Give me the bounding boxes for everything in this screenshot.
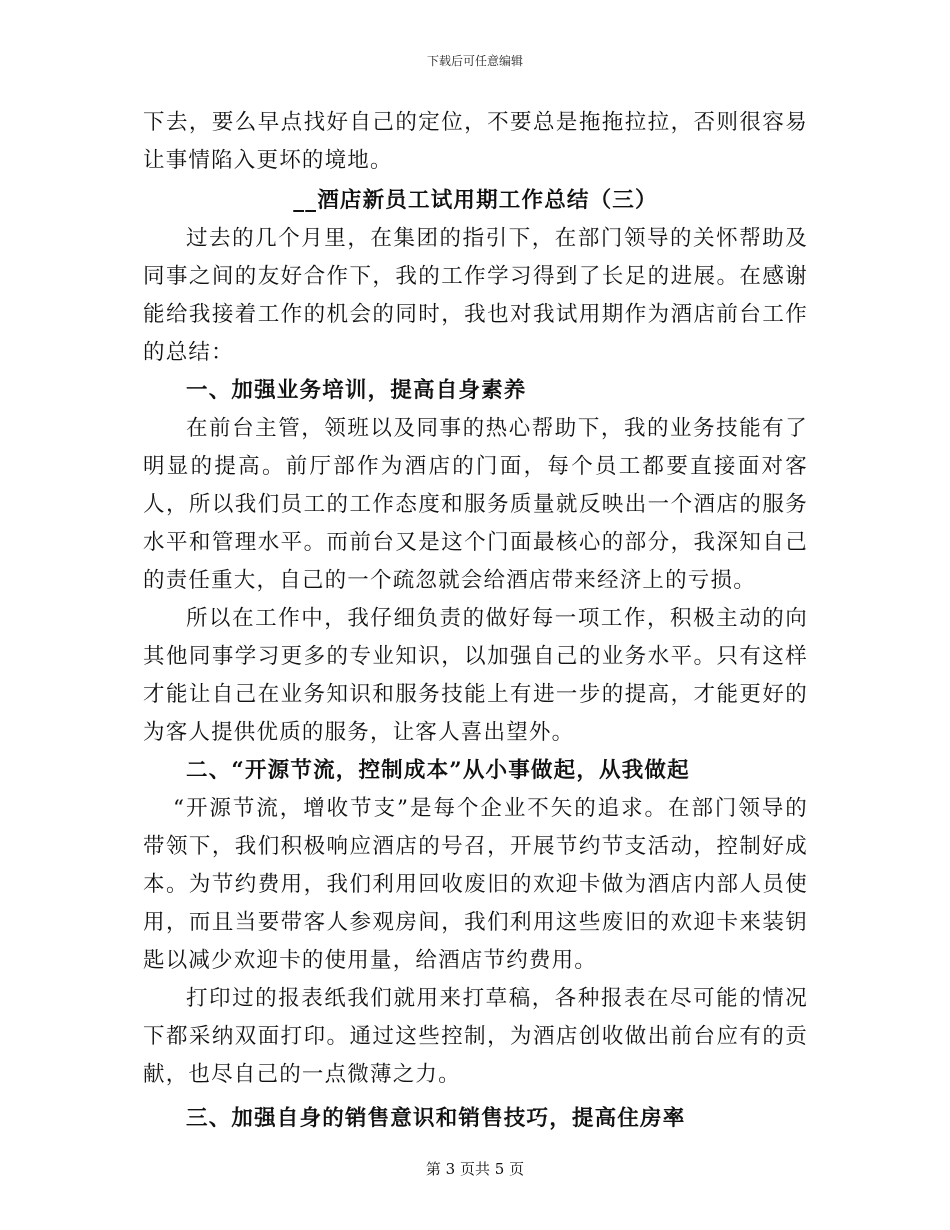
section-1-paragraph-1: 在前台主管，领班以及同事的热心帮助下，我的业务技能有了明显的提高。前厅部作为酒店的门面，每个员工都要直接面对客人，所以我们员工的工作态度和服务质量就反映出一个酒店的服务水平和管理水平。而前台又是这个门面最核心的部分，我深知自己的责任重大，自己的一个疏忽就会给酒店带来经济上的亏损。 — [143, 416, 808, 593]
section-1-paragraph-2: 所以在工作中，我仔细负责的做好每一项工作，积极主动的向其他同事学习更多的专业知识，以加强自己的业务水平。只有这样才能让自己在业务知识和服务技能上有进一步的提高，才能更好的为客人提供优质的服务，让客人喜出望外。 — [143, 606, 808, 745]
section-2-paragraph-1: “开源节流，增收节支”是每个企业不矢的追求。在部门领导的带领下，我们积极响应酒店的号召，开展节约节支活动，控制好成本。为节约费用，我们利用回收废旧的欢迎卡做为酒店内部人员使用，而且当要带客人参观房间，我们利用这些废旧的欢迎卡来装钥匙以减少欢迎卡的使用量，给酒店节约费用。 — [143, 796, 808, 973]
section-2-paragraph-2: 打印过的报表纸我们就用来打草稿，各种报表在尽可能的情况下都采纳双面打印。通过这些控制，为酒店创收做出前台应有的贡献，也尽自己的一点微薄之力。 — [143, 986, 808, 1087]
document-body — [143, 104, 808, 1138]
section-1-heading: 一、加强业务培训，提高自身素养 — [186, 378, 527, 403]
intro-paragraph: 过去的几个月里，在集团的指引下，在部门领导的关怀帮助及同事之间的友好合作下，我的工作学习得到了长足的进展。在感谢能给我接着工作的机会的同时，我也对我试用期作为酒店前台工作的总结： — [143, 226, 808, 365]
document-title: __酒店新员工试用期工作总结（三） — [293, 188, 658, 213]
section-3-heading: 三、加强自身的销售意识和销售技巧，提高住房率 — [186, 1106, 686, 1131]
continuation-paragraph: 下去，要么早点找好自己的定位，不要总是拖拖拉拉，否则很容易让事情陷入更坏的境地。 — [143, 110, 808, 173]
section-2-heading: 二、“开源节流，控制成本”从小事做起，从我做起 — [186, 758, 690, 783]
page-number: 第 3 页共 5 页 — [425, 1160, 525, 1178]
page-header-note: 下载后可任意编辑 — [426, 54, 523, 68]
